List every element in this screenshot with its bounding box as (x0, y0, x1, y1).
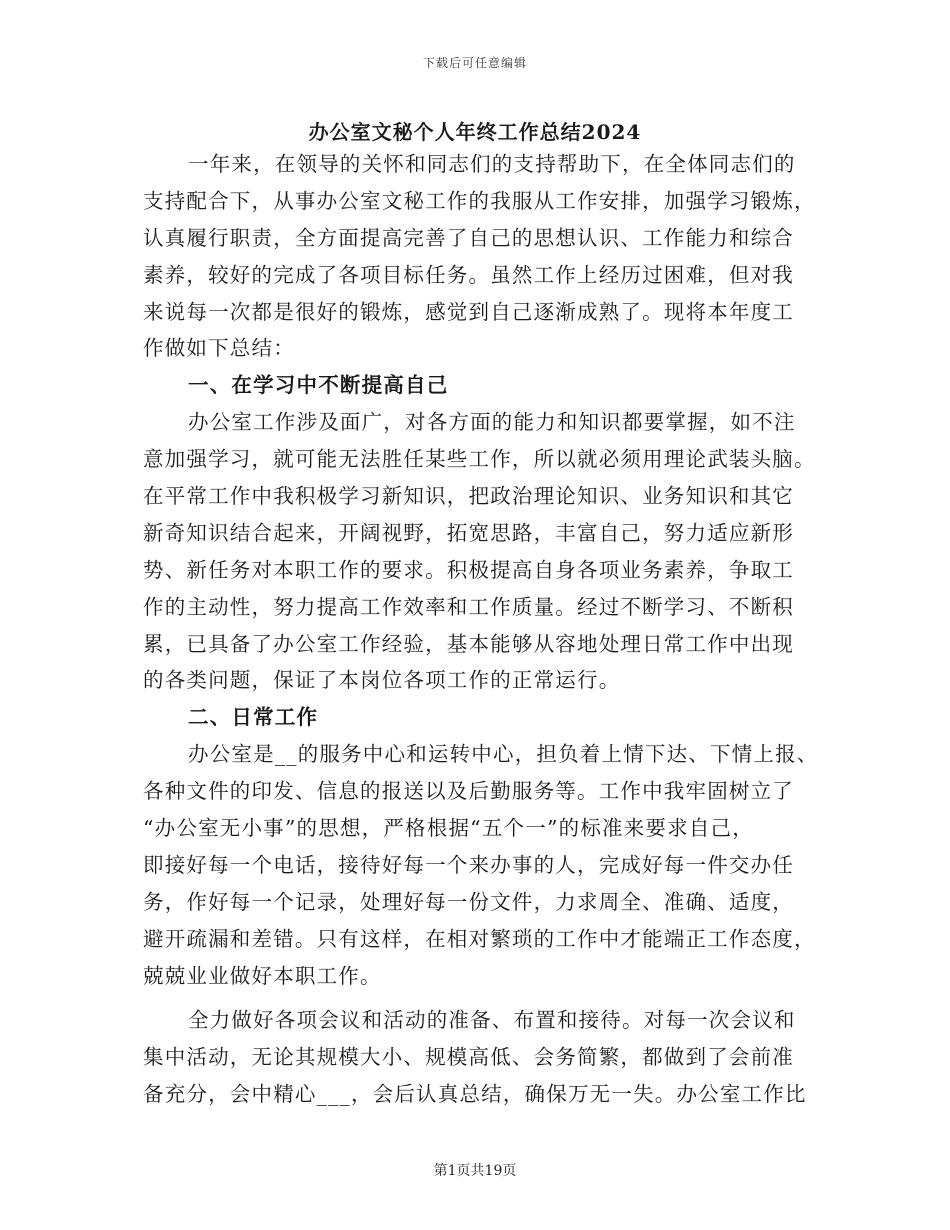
paragraph-line: 即接好每一个电话，接待好每一个来办事的人，完成好每一件交办任 (143, 852, 794, 877)
paragraph-line: 新奇知识结合起来，开阔视野，拓宽思路，丰富自己，努力适应新形 (143, 520, 794, 545)
paragraph-line: 累，已具备了办公室工作经验，基本能够从容地处理日常工作中出现 (143, 631, 794, 656)
paragraph-line: 备充分，会中精心___，会后认真总结，确保万无一失。办公室工作比 (143, 1082, 807, 1107)
paragraph-line: 务，作好每一个记录，处理好每一份文件，力求周全、准确、适度， (143, 889, 794, 914)
page-footer: 第1页共19页 (433, 1163, 517, 1179)
paragraph-line: 全力做好各项会议和活动的准备、布置和接待。对每一次会议和 (188, 1008, 796, 1033)
paragraph-line: 兢兢业业做好本职工作。 (143, 963, 382, 988)
paragraph-line: 作做如下总结： (143, 336, 295, 361)
paragraph-line: 作的主动性，努力提高工作效率和工作质量。经过不断学习、不断积 (143, 594, 794, 619)
paragraph-line: 的各类问题，保证了本岗位各项工作的正常运行。 (143, 668, 621, 693)
paragraph-line: 办公室是__的服务中心和运转中心，担负着上情下达、下情上报、 (188, 742, 819, 767)
paragraph-line: 素养，较好的完成了各项目标任务。虽然工作上经历过困难，但对我 (143, 262, 794, 287)
paragraph-line: 来说每一次都是很好的锻炼，感觉到自己逐渐成熟了。现将本年度工 (143, 299, 794, 324)
paragraph-line: “办公室无小事”的思想，严格根据“五个一”的标准来要求自己， (143, 816, 754, 841)
section-heading: 一、在学习中不断提高自己 (188, 373, 449, 398)
paragraph-line: 集中活动，无论其规模大小、规模高低、会务简繁，都做到了会前准 (143, 1045, 794, 1070)
paragraph-line: 认真履行职责，全方面提高完善了自己的思想认识、工作能力和综合 (143, 225, 794, 250)
paragraph-spacer (143, 994, 808, 1002)
page-header-note: 下载后可任意编辑 (422, 56, 527, 70)
paragraph-line: 势、新任务对本职工作的要求。积极提高自身各项业务素养，争取工 (143, 557, 794, 582)
document-body (143, 146, 819, 1113)
paragraph-line: 办公室工作涉及面广，对各方面的能力和知识都要掌握，如不注 (188, 410, 796, 435)
paragraph-line: 意加强学习，就可能无法胜任某些工作，所以就必须用理论武装头脑。 (143, 447, 816, 472)
section-heading: 二、日常工作 (188, 705, 319, 730)
paragraph-line: 避开疏漏和差错。只有这样，在相对繁琐的工作中才能端正工作态度， (143, 926, 816, 951)
paragraph-line: 在平常工作中我积极学习新知识，把政治理论知识、业务知识和其它 (143, 484, 794, 509)
document-title: 办公室文秘个人年终工作总结2024 (308, 120, 642, 144)
paragraph-line: 一年来，在领导的关怀和同志们的支持帮助下，在全体同志们的 (188, 152, 796, 176)
paragraph-line: 各种文件的印发、信息的报送以及后勤服务等。工作中我牢固树立了 (143, 779, 794, 804)
paragraph-line: 支持配合下，从事办公室文秘工作的我服从工作安排，加强学习锻炼， (143, 188, 816, 213)
